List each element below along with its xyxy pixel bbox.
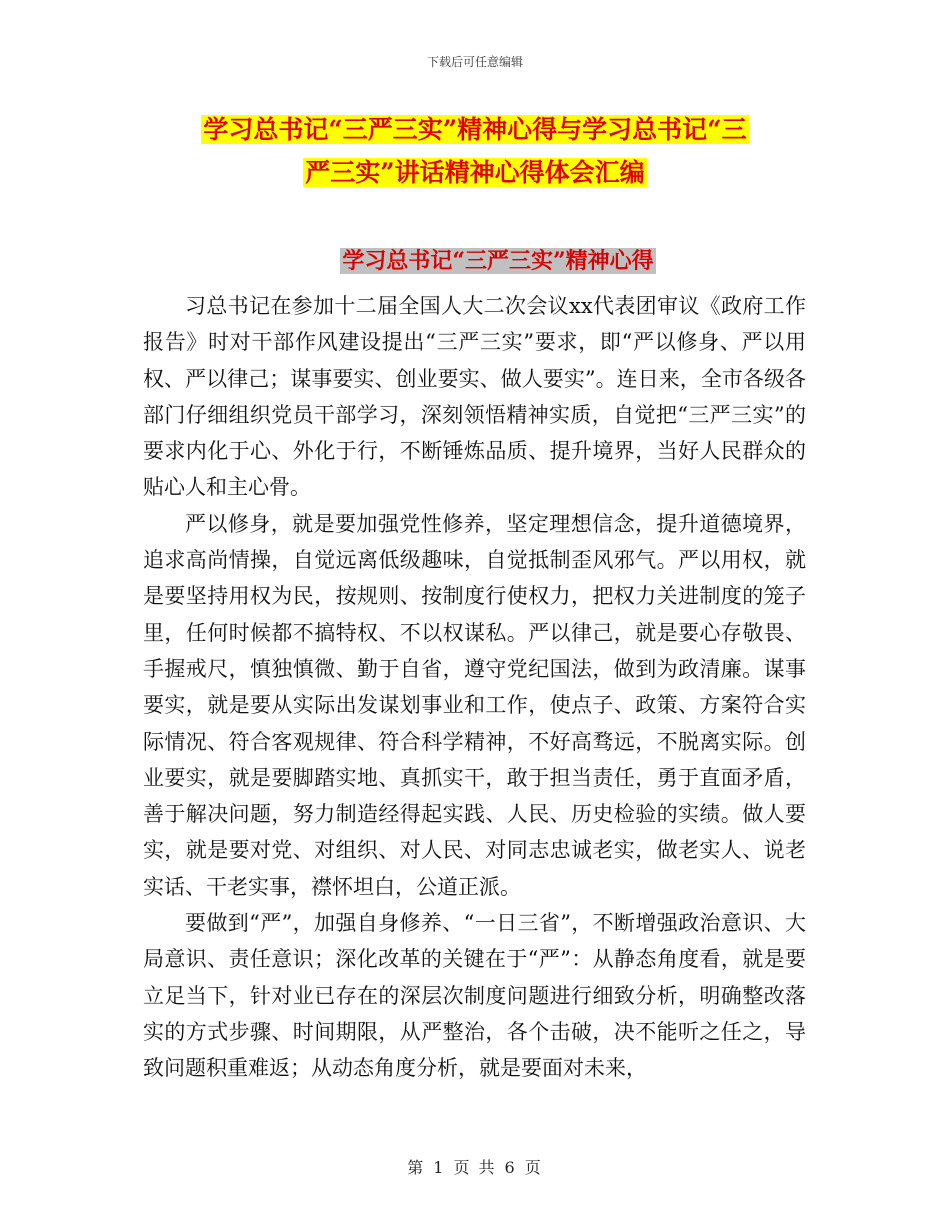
paragraph: 习总书记在参加十二届全国人大二次会议xx代表团审议《政府工作报告》时对干部作风建设提出“三严三实”要求，即“严以修身、严以用权、严以律己；谋事要实、创业要实、做人要实”。连日来，全市各级各部门仔细组织党员干部学习，深刻领悟精神实质，自觉把“三严三实”的要求内化于心、外化于行，不断锤炼品质、提升境界，当好人民群众的贴心人和主心骨。 [143,294,806,500]
paragraph: 要做到“严”，加强自身修养、“一日三省”，不断增强政治意识、大局意识、责任意识；深化改革的关键在于“严”：从静态角度看，就是要立足当下，针对业已存在的深层次制度问题进行细致分析，明确整改落实的方式步骤、时间期限，从严整治，各个击破，决不能听之任之，导致问题积重难返；从动态角度分析，就是要面对未来， [143,911,806,1081]
footer-prefix: 第 [407,1158,426,1177]
body-text [143,288,806,1087]
total-pages: 6 [504,1158,517,1177]
document-title-line-1: 学习总书记“三严三实”精神心得与学习总书记“三 [203,115,747,144]
header-note: 下载后可任意编辑 [426,55,523,69]
paragraph: 严以修身，就是要加强党性修养，坚定理想信念，提升道德境界，追求高尚情操，自觉远离低级趣味，自觉抵制歪风邪气。严以用权，就是要坚持用权为民，按规则、按制度行使权力，把权力关进制度的笼子里，任何时候都不搞特权、不以权谋私。严以律己，就是要心存敬畏、手握戒尺，慎独慎微、勤于自省，遵守党纪国法，做到为政清廉。谋事要实，就是要从实际出发谋划事业和工作，使点子、政策、方案符合实际情况、符合客观规律、符合科学精神，不好高骛远，不脱离实际。创业要实，就是要脚踏实地、真抓实干，敢于担当责任，勇于直面矛盾，善于解决问题，努力制造经得起实践、人民、历史检验的实绩。做人要实，就是要对党、对组织、对人民、对同志忠诚老实，做老实人、说老实话、干老实事，襟怀坦白，公道正派。 [143,511,806,899]
page-number: 1 [433,1158,446,1177]
section-heading-text: 学习总书记“三严三实”精神心得 [342,248,654,274]
section-heading [0,244,950,278]
document-title [0,108,950,194]
footer-suffix: 页 [524,1158,543,1177]
page-footer [0,1155,950,1178]
document-title-line-2: 严三实”讲话精神心得体会汇编 [305,158,645,187]
footer-middle: 页 共 [453,1158,497,1177]
